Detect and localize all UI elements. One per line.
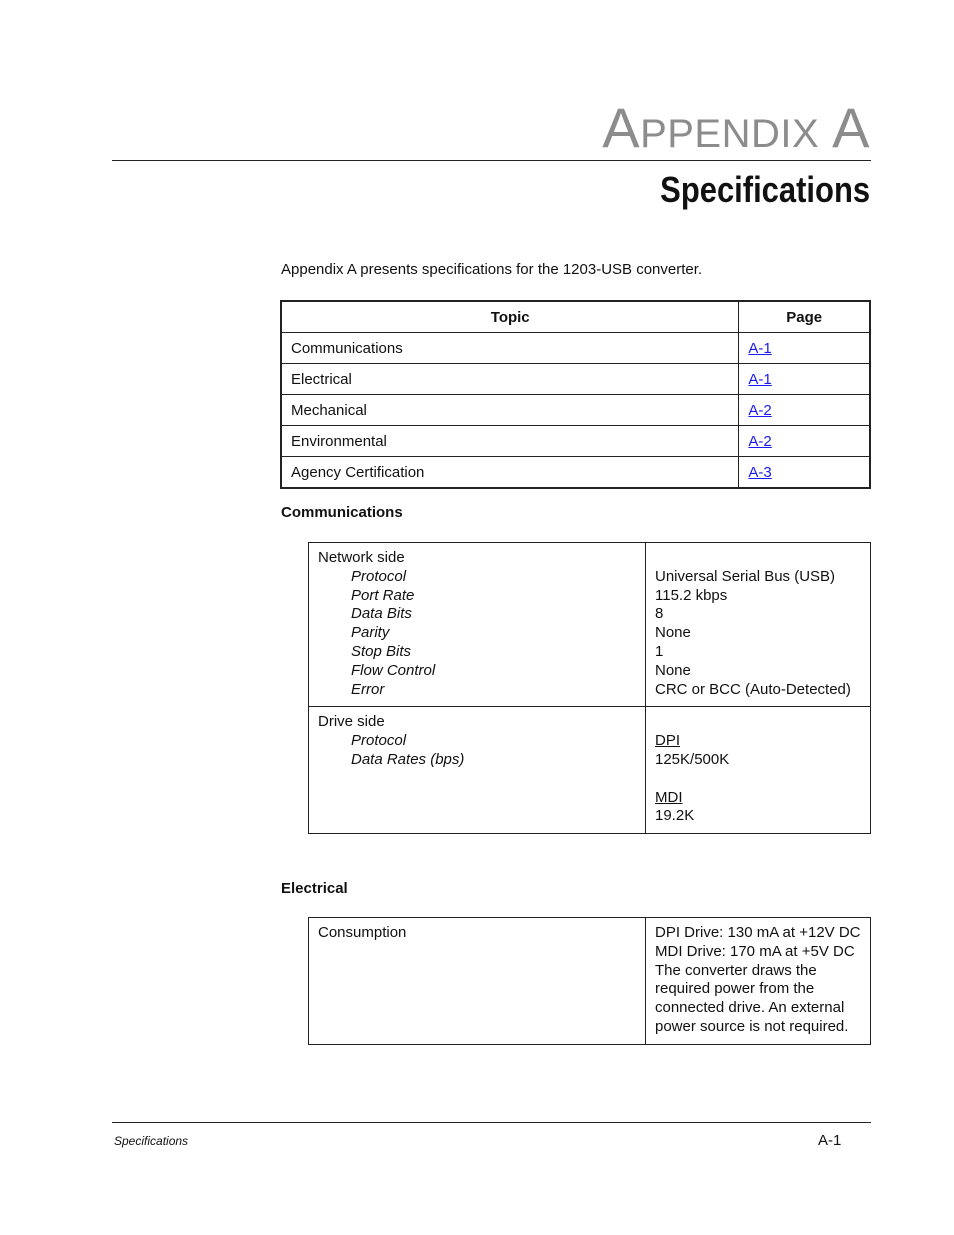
page-link-mechanical[interactable]: A-2 [748,401,772,419]
page-title: Specifications [660,169,870,210]
spec-key: Flow Control [351,661,436,679]
drive-side-keys [309,707,646,834]
spec-value: 1 [655,642,664,660]
spec-value: None [655,661,691,679]
spec-key: Stop Bits [351,642,412,660]
page-cell [739,333,870,364]
appendix-letter: A [832,96,870,159]
table-row [281,395,870,426]
spec-key: Parity [351,624,390,642]
network-side-keys [309,543,646,707]
table-row [281,364,870,395]
consumption-values [646,918,871,1045]
footer-rule [112,1122,871,1123]
consumption-row [309,918,871,1045]
spec-key: Protocol [351,732,407,750]
topics-header-row [281,301,870,333]
spec-key: Protocol [351,567,407,585]
network-side-label: Network side [318,549,405,566]
intro-text: Appendix A presents specifications for the 1203-USB converter. [281,261,703,278]
consumption-line: MDI Drive: 170 mA at +5V DC [655,942,855,960]
topics-table [280,300,871,489]
consumption-label: Consumption [309,918,646,1045]
consumption-line: The converter draws the required power from the connected drive. An external power source is not required. [655,961,849,1035]
spec-value: None [655,624,691,642]
network-side-row [309,543,871,707]
page-cell [739,457,870,489]
spec-value: 8 [655,605,664,623]
table-row [281,333,870,364]
page-cell [739,395,870,426]
page-link-communications[interactable]: A-1 [748,339,772,357]
topic-cell: Environmental [281,426,739,457]
footer-page-number: A-1 [818,1132,842,1149]
appendix-initial: A [602,96,641,159]
topic-cell: Communications [281,333,739,364]
dpi-label: DPI [655,732,681,750]
page-header: Page [739,301,870,333]
mdi-rate: 19.2K [655,807,695,825]
appendix-heading [602,96,870,159]
drive-side-values [646,707,871,834]
spec-key: Port Rate [351,586,415,604]
electrical-heading: Electrical [281,880,348,897]
appendix-rest: PPENDIX [640,112,820,156]
spec-value: Universal Serial Bus (USB) [655,567,836,585]
spec-key: Data Bits [351,605,412,623]
page-cell [739,426,870,457]
drive-side-label: Drive side [318,713,385,731]
spec-value: 115.2 kbps [655,586,728,604]
topic-cell: Agency Certification [281,457,739,489]
page-cell [739,364,870,395]
page-link-agency-certification[interactable]: A-3 [748,463,772,481]
drive-side-row [309,707,871,834]
table-row [281,426,870,457]
topic-header: Topic [281,301,739,333]
communications-heading: Communications [281,504,403,521]
table-row [281,457,870,489]
page-link-environmental[interactable]: A-2 [748,432,772,450]
dpi-rate: 125K/500K [655,750,730,768]
page-link-electrical[interactable]: A-1 [748,370,772,388]
spec-value: CRC or BCC (Auto-Detected) [655,680,851,698]
communications-table [308,542,871,834]
topic-cell: Electrical [281,364,739,395]
consumption-line: DPI Drive: 130 mA at +12V DC [655,924,861,941]
network-side-values [646,543,871,707]
spec-key: Data Rates (bps) [351,750,465,768]
mdi-label: MDI [655,788,683,806]
electrical-table [308,917,871,1045]
header-rule [112,160,871,161]
spec-key: Error [351,680,385,698]
footer-section-name: Specifications [114,1134,189,1148]
topic-cell: Mechanical [281,395,739,426]
